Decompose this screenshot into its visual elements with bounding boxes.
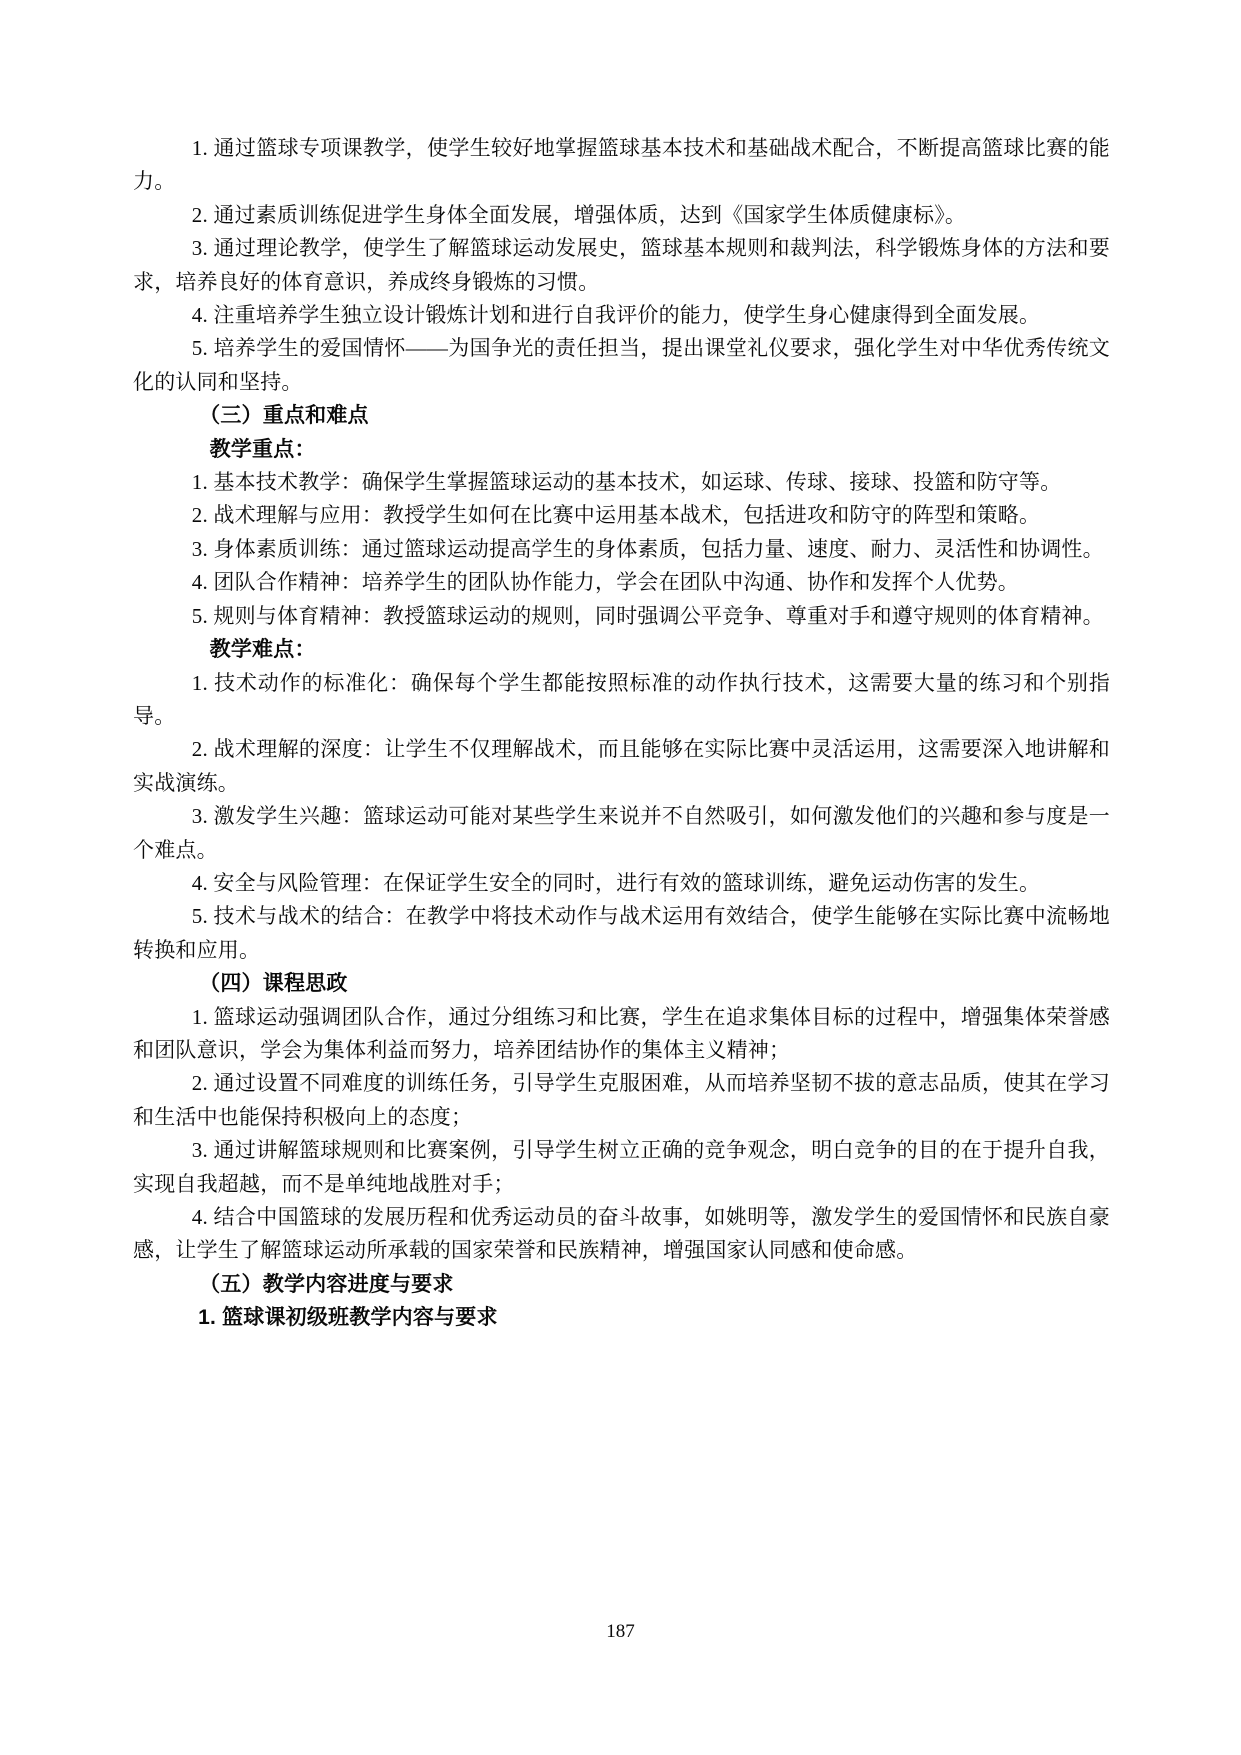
body-paragraph: 4. 安全与风险管理：在保证学生安全的同时，进行有效的篮球训练，避免运动伤害的发生。: [191, 870, 1041, 895]
section-heading: （四）课程思政: [199, 972, 348, 996]
body-paragraph: 2. 战术理解的深度：让学生不仅理解战术，而且能够在实际比赛中灵活运用，这需要深入地讲解和实战演练。: [133, 737, 1110, 795]
body-paragraph: 3. 身体素质训练：通过篮球运动提高学生的身体素质，包括力量、速度、耐力、灵活性和协调性。: [191, 536, 1104, 561]
body-paragraph: 2. 通过设置不同难度的训练任务，引导学生克服困难，从而培养坚韧不拔的意志品质，使其在学习和生活中也能保持积极向上的态度；: [133, 1071, 1110, 1129]
body-paragraph: 3. 通过讲解篮球规则和比赛案例，引导学生树立正确的竞争观念，明白竞争的目的在于提升自我，实现自我超越，而不是单纯地战胜对手；: [133, 1138, 1110, 1196]
body-paragraph: 1. 基本技术教学：确保学生掌握篮球运动的基本技术，如运球、传球、接球、投篮和防守等。: [191, 470, 1062, 495]
subsection-heading: 教学难点：: [209, 638, 316, 662]
body-paragraph: 3. 通过理论教学，使学生了解篮球运动发展史，篮球基本规则和裁判法，科学锻炼身体的方法和要求，培养良好的体育意识，养成终身锻炼的习惯。: [133, 236, 1110, 294]
body-paragraph: 4. 注重培养学生独立设计锻炼计划和进行自我评价的能力，使学生身心健康得到全面发展。: [191, 303, 1041, 328]
page-number: 187: [606, 1621, 635, 1642]
body-paragraph: 1. 通过篮球专项课教学，使学生较好地掌握篮球基本技术和基础战术配合，不断提高篮球比赛的能力。: [133, 136, 1110, 194]
body-paragraph: 2. 通过素质训练促进学生身体全面发展，增强体质，达到《国家学生体质健康标》。: [191, 202, 967, 227]
body-paragraph: 5. 培养学生的爱国情怀——为国争光的责任担当，提出课堂礼仪要求，强化学生对中华优秀传统文化的认同和坚持。: [133, 336, 1110, 394]
section-heading: （五）教学内容进度与要求: [199, 1272, 454, 1296]
body-paragraph: 4. 团队合作精神：培养学生的团队协作能力，学会在团队中沟通、协作和发挥个人优势。: [191, 570, 1019, 595]
document-body: [133, 132, 1110, 1335]
body-paragraph: 1. 篮球运动强调团队合作，通过分组练习和比赛，学生在追求集体目标的过程中，增强集体荣誉感和团队意识，学会为集体利益而努力，培养团结协作的集体主义精神；: [133, 1004, 1110, 1062]
body-paragraph: 4. 结合中国篮球的发展历程和优秀运动员的奋斗故事，如姚明等，激发学生的爱国情怀和民族自豪感，让学生了解篮球运动所承载的国家荣誉和民族精神，增强国家认同感和使命感。: [133, 1205, 1110, 1263]
body-paragraph: 1. 技术动作的标准化：确保每个学生都能按照标准的动作执行技术，这需要大量的练习和个别指导。: [133, 670, 1110, 728]
subsection-heading: 教学重点：: [209, 437, 316, 461]
body-paragraph: 2. 战术理解与应用：教授学生如何在比赛中运用基本战术，包括进攻和防守的阵型和策略。: [191, 503, 1041, 528]
body-paragraph: 5. 技术与战术的结合：在教学中将技术动作与战术运用有效结合，使学生能够在实际比赛中流畅地转换和应用。: [133, 904, 1110, 962]
body-paragraph: 3. 激发学生兴趣：篮球运动可能对某些学生来说并不自然吸引，如何激发他们的兴趣和参与度是一个难点。: [133, 804, 1110, 862]
subsection-heading: 1. 篮球课初级班教学内容与要求: [198, 1306, 498, 1330]
body-paragraph: 5. 规则与体育精神：教授篮球运动的规则，同时强调公平竞争、尊重对手和遵守规则的体育精神。: [191, 603, 1104, 628]
section-heading: （三）重点和难点: [199, 404, 369, 428]
